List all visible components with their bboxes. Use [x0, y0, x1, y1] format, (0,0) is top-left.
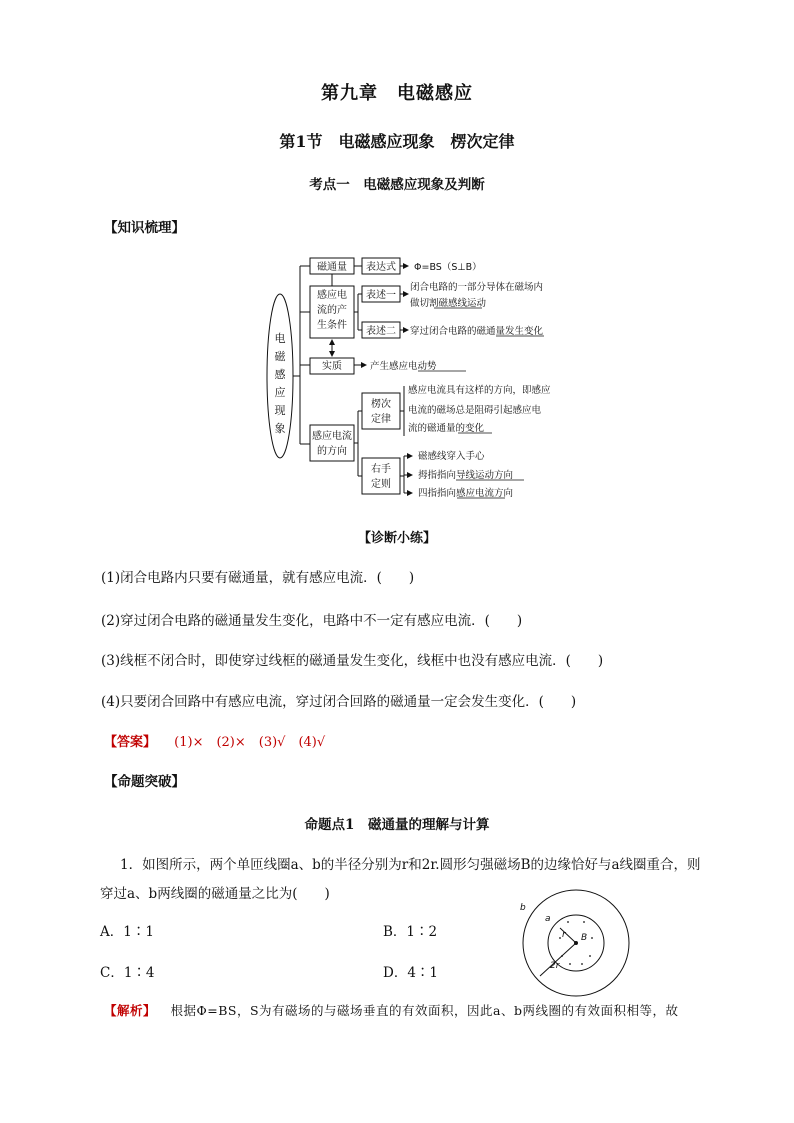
- root-char: 磁: [274, 350, 286, 363]
- desc1-text: 闭合电路的一部分导体在磁场内: [410, 282, 544, 293]
- rh-item: 拇指指向导线运动方向: [418, 470, 514, 481]
- answer-label: 【答案】: [104, 735, 157, 750]
- desc2-text: 穿过闭合电路的磁通量发生变化: [410, 326, 544, 337]
- problem-line-1: 1．如图所示，两个单匝线圈a、b的半径分别为r和2r.圆形匀强磁场B的边缘恰好与a线圈重合，则: [120, 857, 701, 873]
- rh-box-line: 右手: [371, 464, 391, 475]
- lenz-text: 电流的磁场总是阻碍引起感应电: [408, 405, 542, 416]
- coil-figure: [510, 888, 630, 998]
- lenz-text: 流的磁通量的变化: [408, 423, 485, 434]
- label-2r: 2r: [550, 961, 560, 971]
- option-c[interactable]: C．1∶4: [100, 965, 155, 981]
- option-b[interactable]: B．1∶2: [383, 924, 438, 940]
- desc1-box: 表述一: [366, 290, 396, 301]
- root-char: 象: [274, 422, 286, 435]
- answer-row: [104, 731, 325, 750]
- root-char: 电: [274, 332, 286, 345]
- desc1-text: 做切割磁感线运动: [410, 298, 487, 309]
- label-a: a: [545, 914, 551, 924]
- answer-text: (1)× (2)× (3)√ (4)√: [174, 735, 326, 750]
- direction-box-line: 的方向: [317, 446, 347, 457]
- knowledge-heading: 【知识梳理】: [104, 220, 185, 236]
- breakthrough-heading: 【命题突破】: [104, 774, 185, 790]
- question-4: (4)只要闭合回路中有感应电流，穿过闭合回路的磁通量一定会发生变化．( ): [101, 694, 577, 710]
- root-char: 应: [274, 386, 286, 399]
- direction-box-line: 感应电流: [312, 431, 352, 442]
- cond-box-line: 生条件: [317, 320, 347, 331]
- essence-text: 产生感应电动势: [370, 361, 437, 372]
- topic-title: 命题点1 磁通量的理解与计算: [304, 817, 490, 833]
- explanation-label: 【解析】: [104, 1003, 157, 1018]
- option-d[interactable]: D．4∶1: [383, 965, 439, 981]
- root-char: 感: [274, 368, 286, 381]
- option-a[interactable]: A．1∶1: [100, 924, 154, 940]
- concept-map: [258, 250, 578, 502]
- lenz-box-line: 楞次: [371, 399, 391, 410]
- lenz-box-line: 定律: [371, 414, 391, 425]
- label-b: b: [520, 903, 526, 913]
- question-2: (2)穿过闭合电路的磁通量发生变化，电路中不一定有感应电流．( ): [101, 613, 523, 629]
- diagnosis-heading: 【诊断小练】: [357, 531, 436, 546]
- rh-item: 磁感线穿入手心: [418, 451, 485, 462]
- point-title: 考点一 电磁感应现象及判断: [309, 177, 485, 193]
- desc2-box: 表述二: [366, 326, 396, 337]
- flux-box: 磁通量: [317, 262, 347, 273]
- label-B: B: [581, 933, 588, 943]
- problem-line-2: 穿过a、b两线圈的磁通量之比为( ): [100, 886, 330, 902]
- explanation-row: [104, 1001, 679, 1019]
- question-1: (1)闭合电路内只要有磁通量，就有感应电流．( ): [101, 570, 415, 586]
- essence-box: 实质: [322, 361, 342, 372]
- rh-box-line: 定则: [371, 479, 391, 490]
- cond-box-line: 流的产: [317, 305, 347, 316]
- lenz-text: 感应电流具有这样的方向，即感应: [408, 385, 551, 396]
- label-r: r: [562, 930, 566, 940]
- chapter-title: 第九章 电磁感应: [321, 83, 473, 104]
- expr-formula: Φ=BS（S⊥B）: [414, 262, 482, 273]
- section-title: 第1节 电磁感应现象 楞次定律: [279, 132, 515, 151]
- rh-item: 四指指向感应电流方向: [418, 488, 514, 499]
- explanation-text: 根据Φ=BS，S为有磁场的与磁场垂直的有效面积，因此a、b两线圈的有效面积相等，故: [170, 1003, 679, 1018]
- root-char: 现: [274, 404, 286, 417]
- question-3: (3)线框不闭合时，即使穿过线框的磁通量发生变化，线框中也没有感应电流．( ): [101, 653, 604, 669]
- cond-box-line: 感应电: [317, 290, 347, 301]
- expr-box: 表达式: [366, 262, 396, 273]
